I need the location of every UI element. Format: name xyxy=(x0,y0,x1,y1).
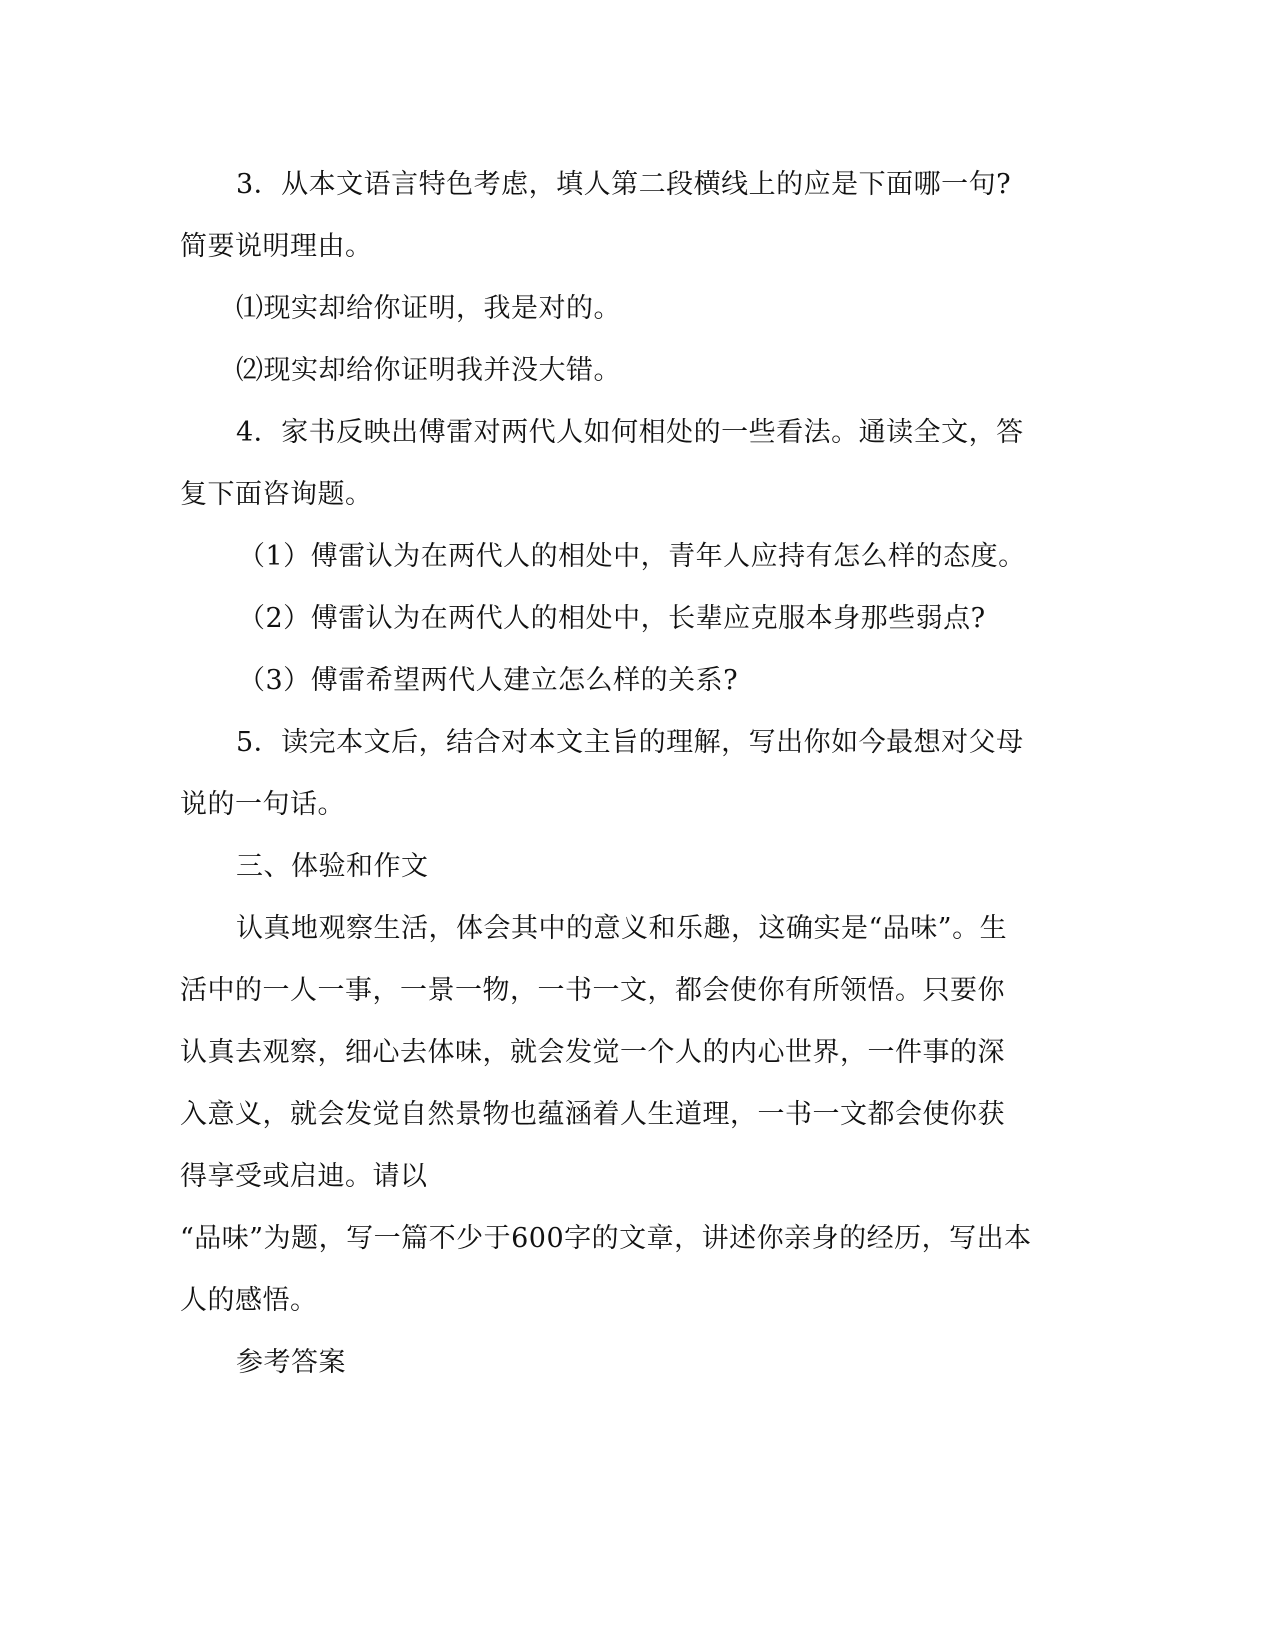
reference-answer-heading: 参考答案 xyxy=(236,1347,346,1378)
essay-prompt-line-4: 入意义，就会发觉自然景物也蕴涵着人生道理，一书一文都会使你获 xyxy=(180,1099,1005,1130)
question-4-line-2: 复下面咨询题。 xyxy=(180,479,373,510)
document-body xyxy=(180,154,1040,1394)
subquestion-1: （1）傅雷认为在两代人的相处中，青年人应持有怎么样的态度。 xyxy=(238,541,1026,572)
essay-prompt-line-2: 活中的一人一事，一景一物，一书一文，都会使你有所领悟。只要你 xyxy=(180,975,1005,1006)
essay-prompt-line-7: 人的感悟。 xyxy=(180,1285,318,1316)
essay-prompt-line-6: “品味”为题，写一篇不少于600字的文章，讲述你亲身的经历，写出本 xyxy=(180,1223,1032,1254)
essay-prompt-line-3: 认真去观察，细心去体味，就会发觉一个人的内心世界，一件事的深 xyxy=(180,1037,1005,1068)
question-4-line-1: 4．家书反映出傅雷对两代人如何相处的一些看法。通读全文，答 xyxy=(236,417,1024,448)
subquestion-2: （2）傅雷认为在两代人的相处中，长辈应克服本身那些弱点? xyxy=(238,603,986,634)
option-2: ⑵现实却给你证明我并没大错。 xyxy=(236,355,621,386)
option-1: ⑴现实却给你证明，我是对的。 xyxy=(236,293,621,324)
question-3-line-2: 简要说明理由。 xyxy=(180,231,373,262)
question-5-line-2: 说的一句话。 xyxy=(180,789,345,820)
essay-prompt-line-1: 认真地观察生活，体会其中的意义和乐趣，这确实是“品味”。生 xyxy=(236,913,1008,944)
section-heading: 三、体验和作文 xyxy=(236,851,429,882)
question-3-line-1: 3．从本文语言特色考虑，填人第二段横线上的应是下面哪一句? xyxy=(236,169,1012,200)
question-5-line-1: 5．读完本文后，结合对本文主旨的理解，写出你如今最想对父母 xyxy=(236,727,1024,758)
subquestion-3: （3）傅雷希望两代人建立怎么样的关系? xyxy=(238,665,739,696)
essay-prompt-line-5: 得享受或启迪。请以 xyxy=(180,1161,428,1192)
